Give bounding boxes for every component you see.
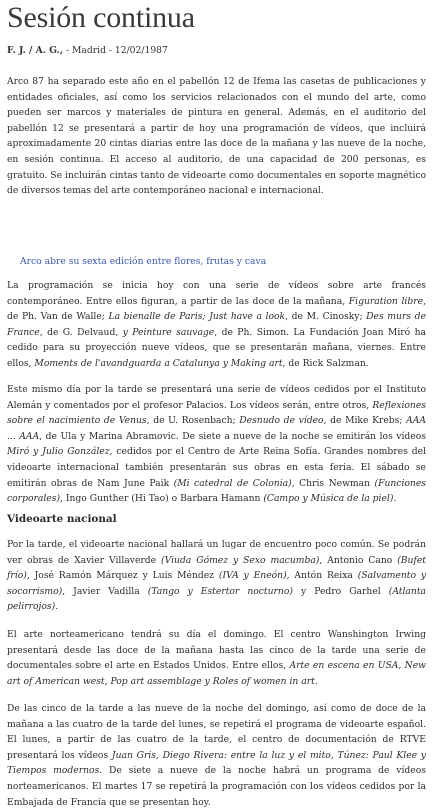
paragraph-schedule-repeat: De las cinco de la tarde a las nueve de la noche del domingo, así como de doce de la mañana a las cuatro de la tarde del lunes, se repetirá el programa de videoarte español. El lunes, a partir de las cuatro de la tarde, el centro de documentación de RTVE presentará los vídeos Juan Gris, Diego Rivera: entre la luz y el mito, Túnez: Paul Klee y Tiempos modernos. De siete a nueve de la noche habrá un programa de vídeos norteamericanos. El martes 17 se repetirá la programación con los vídeos cedidos por la Embajada de Francia que se presentan hoy. [7,703,426,808]
paragraph-french-videos: La programación se inicia hoy con una serie de vídeos sobre arte francés contemporáneo. Entre ellos figuran, a partir de las doce de la mañana, Figuration libre, de Ph. Van de Walle; La bienalle de Paris; Just have a look, de M. Cinosky; Des murs de France, de G. Delvaud, y Peinture sauvage, de Ph. Simon. La Fundación Joan Miró ha cedido para su proyección nueve vídeos, que se presentarán mañana, viernes. Entre ellos, Moments de l'avandguarda a Catalunya y Making art, de Rick Salzman. [7,280,426,369]
paragraph-german-videos: Este mismo día por la tarde se presentará una serie de vídeos cedidos por el Instituto Alemán y comentados por el profesor Palacios. Los vídeos serán, entre otros, Reflexiones sobre el nacimiento de Venus, de U. Rosenbach; Desnudo de vídeo, de Mike Krebs; AAA ... AAA, de Ula y Marina Abramovic. De siete a nueve de la noche se emitirán los vídeos Miró y Julio González, cedidos por el Centro de Arte Reina Sofía. Grandes nombres del videoarte internacional también presentarán sus obras en esta feria. El sábado se emitirán obras de Nam June Paik (Mi catedral de Colonia), Chris Newman (Funciones corporales), Ingo Gunther (Hi Tao) o Barbara Hamann (Campo y Música de la piel). [7,384,426,505]
related-article-link[interactable]: Arco abre su sexta edición entre flores, frutas y cava [20,256,267,267]
byline-dateline: - Madrid - 12/02/1987 [63,45,168,56]
paragraph-intro: Arco 87 ha separado este año en el pabellón 12 de Ifema las casetas de publicaciones y entidades oficiales, así como los servicios relacionados con el mundo del arte, como pueden ser marcos y materiales de pintura en general. Además, en el auditorio del pabellón 12 se presentará a partir de hoy una programación de vídeos, que incluirá aproximadamente 20 cintas diarias entre las doce de la mañana y las nueve de la noche, en sesión continua. El acceso al auditorio, de una capacidad de 200 personas, es gratuito. Se incluirán cintas tanto de videoarte como documentales en soporte magnético de diversos temas del arte contemporáneo nacional e internacional. [7,76,426,197]
article-title: Sesión continua [7,1,195,34]
paragraph-national-videoart: Por la tarde, el videoarte nacional hallará un lugar de encuentro poco común. Se podrán ver obras de Xavier Villaverde (Viuda Gómez y Sexo macumba), Antonio Cano (Bufet frío), José Ramón Márquez y Luis Méndez (IVA y Eneón), Antón Reixa (Salvamento y socorrismo), Javier Vadilla (Tango y Estertor nocturno) y Pedro Garhel (Atlanta pelirrojos). [7,539,427,613]
paragraph-american-art: El arte norteamericano tendrá su día el domingo. El centro Wanshington Irwing presentará desde las doce de la mañana hasta las cinco de la tarde una serie de documentales sobre el arte en Estados Unidos. Entre ellos, Arte en escena en USA, New art of American west, Pop art assemblage y Roles of women in art. [7,629,427,687]
byline-authors: F. J. / A. G., [7,45,64,56]
article-byline [7,45,168,57]
subheading-videoarte-nacional: Videoarte nacional [7,513,117,525]
